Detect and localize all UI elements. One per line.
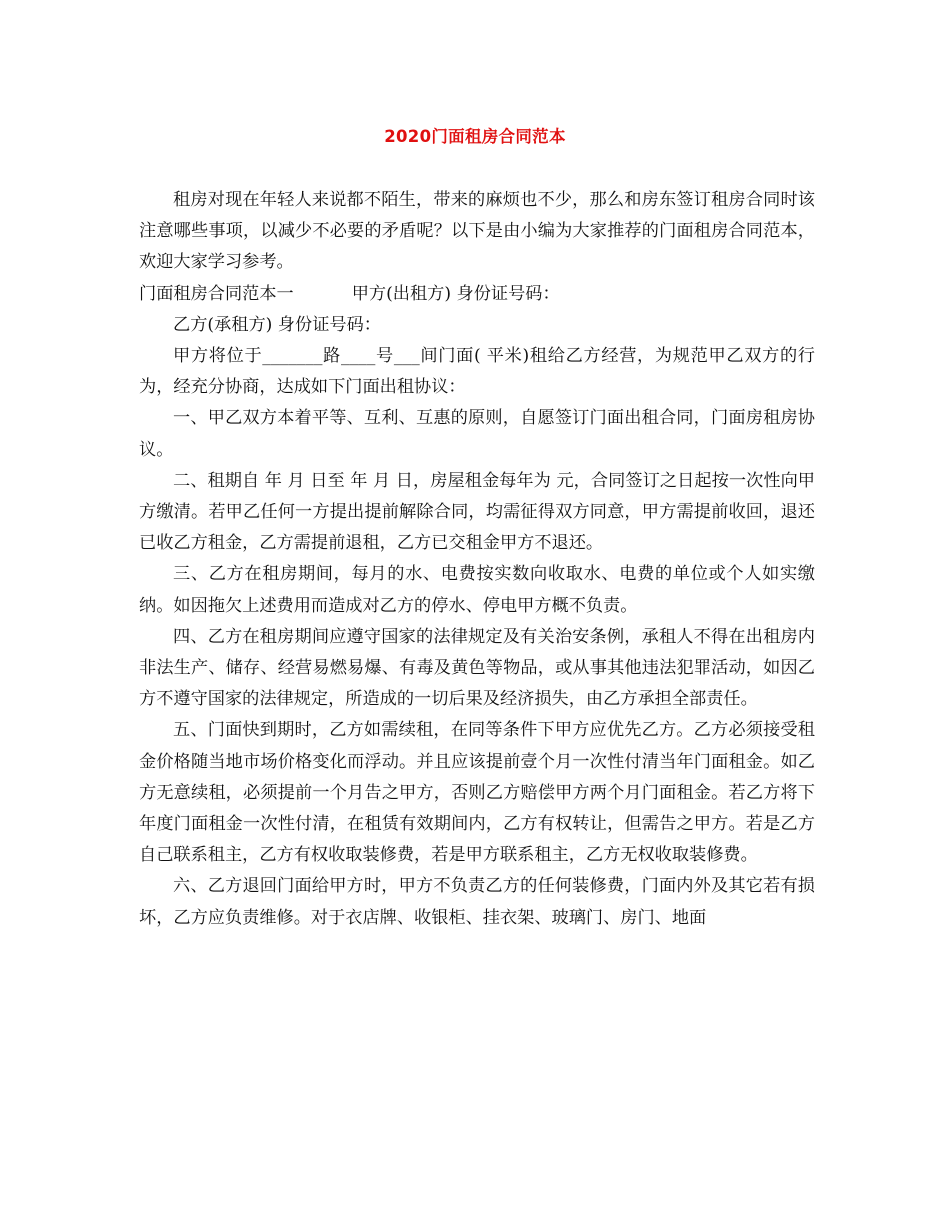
- section-heading: 门面租房合同范本一: [139, 283, 294, 304]
- party-b-line: 乙方(承租方) 身份证号码：: [173, 314, 381, 335]
- party-a-line: 甲方(出租方) 身份证号码：: [351, 283, 560, 304]
- clause-5: 五、门面快到期时，乙方如需续租，在同等条件下甲方应优先乙方。乙方必须接受租金价格随当地市场价格变化而浮动。并且应该提前壹个月一次性付清当年门面租金。如乙方无意续租，必须提前一个月告之甲方，否则乙方赔偿甲方两个月门面租金。若乙方将下年度门面租金一次性付清，在租赁有效期间内，乙方有权转让，但需告之甲方。若是乙方自己联系租主，乙方有权收取装修费，若是甲方联系租主，乙方无权收取装修费。: [139, 720, 815, 866]
- document-body: [139, 185, 815, 934]
- section-heading-line: [139, 279, 815, 310]
- document-title: 2020门面租房合同范本: [384, 127, 566, 146]
- clause-4: 四、乙方在租房期间应遵守国家的法律规定及有关治安条例，承租人不得在出租房内非法生产、储存、经营易燃易爆、有毒及黄色等物品，或从事其他违法犯罪活动，如因乙方不遵守国家的法律规定，所造成的一切后果及经济损失，由乙方承担全部责任。: [139, 626, 815, 710]
- clause-2: 二、租期自 年 月 日至 年 月 日，房屋租金每年为 元，合同签订之日起按一次性向甲方缴清。若甲乙任何一方提出提前解除合同，均需征得双方同意，甲方需提前收回，退还已收乙方租金，乙方需提前退租，乙方已交租金甲方不退还。: [139, 470, 815, 554]
- intro-paragraph: 租房对现在年轻人来说都不陌生，带来的麻烦也不少，那么和房东签订租房合同时该注意哪些事项，以减少不必要的矛盾呢？以下是由小编为大家推荐的门面租房合同范本，欢迎大家学习参考。: [139, 190, 815, 273]
- clause-3: 三、乙方在租房期间，每月的水、电费按实数向收取水、电费的单位或个人如实缴纳。如因拖欠上述费用而造成对乙方的停水、停电甲方概不负责。: [139, 564, 815, 616]
- location-clause: 甲方将位于_______路____号___间门面( 平米)租给乙方经营，为规范甲乙双方的行为，经充分协商，达成如下门面出租协议：: [139, 346, 815, 398]
- clause-1: 一、甲乙双方本着平等、互利、互惠的原则，自愿签订门面出租合同，门面房租房协议。: [139, 408, 815, 460]
- clause-6: 六、乙方退回门面给甲方时，甲方不负责乙方的任何装修费，门面内外及其它若有损坏，乙方应负责维修。对于衣店牌、收银柜、挂衣架、玻璃门、房门、地面: [139, 876, 815, 928]
